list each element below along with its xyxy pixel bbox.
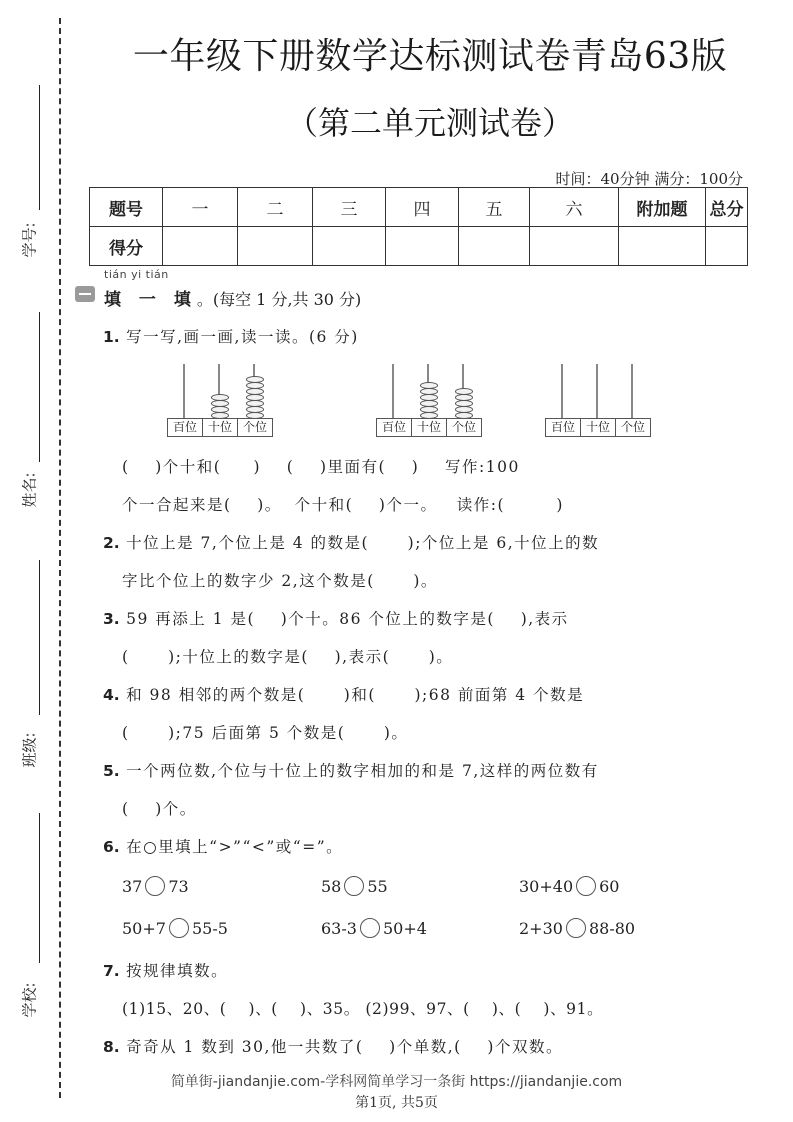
score-input-cell[interactable] xyxy=(313,227,386,266)
question-text: 写一写,画一画,读一读。(6 分) xyxy=(119,328,359,346)
place-label-hundreds: 百位 xyxy=(546,419,581,436)
comparison-circle-input[interactable] xyxy=(145,876,165,896)
cut-line xyxy=(59,18,61,1098)
question-1-line-2[interactable]: 个一合起来是( )。 个十和( )个一。 读作:( ) xyxy=(122,496,564,514)
abacus-beads-ones xyxy=(246,377,262,419)
comparison-left: 58 xyxy=(321,877,342,896)
page-number: 第1页, 共5页 xyxy=(355,1095,438,1111)
page-subtitle: （第二单元测试卷） xyxy=(285,104,574,142)
question-number: 3. xyxy=(103,610,120,628)
comparison-item xyxy=(122,876,189,896)
score-cell: 总分 xyxy=(706,188,748,227)
school-label: 学校: xyxy=(20,982,39,1018)
comparison-circle-input[interactable] xyxy=(169,918,189,938)
score-table-score-row xyxy=(90,227,748,266)
comparison-left: 63-3 xyxy=(321,919,357,938)
abacus-place-labels xyxy=(545,418,651,437)
score-input-cell[interactable] xyxy=(238,227,313,266)
abacus-beads-tens xyxy=(211,395,227,419)
place-label-ones: 个位 xyxy=(242,420,267,434)
score-cell: 三 xyxy=(313,188,386,227)
section-heading xyxy=(104,285,361,310)
comparison-left: 30+40 xyxy=(519,877,574,896)
class-label: 班级: xyxy=(20,732,39,768)
school-underline[interactable] xyxy=(39,813,40,963)
comparison-left: 2+30 xyxy=(519,919,563,938)
score-input-cell[interactable] xyxy=(386,227,459,266)
comparison-circle-input[interactable] xyxy=(576,876,596,896)
score-cell: 二 xyxy=(238,188,313,227)
question-4-line-2[interactable]: ( );75 后面第 5 个数是( )。 xyxy=(122,724,409,742)
score-input-cell[interactable] xyxy=(619,227,706,266)
abacus-place-labels xyxy=(167,418,273,437)
comparison-circle-input[interactable] xyxy=(566,918,586,938)
question-text: 按规律填数。 xyxy=(119,962,229,980)
comparison-left: 50+7 xyxy=(122,919,166,938)
question-6 xyxy=(103,835,343,857)
score-cell: 四 xyxy=(386,188,459,227)
question-1 xyxy=(103,325,359,347)
question-7-line-2[interactable]: (1)15、20、( )、( )、35。 (2)99、97、( )、( )、91。 xyxy=(122,1000,604,1018)
comparison-right: 50+4 xyxy=(382,919,427,938)
question-7 xyxy=(103,959,228,981)
abacus-rod-tens xyxy=(596,364,598,419)
comparison-circle-input[interactable] xyxy=(360,918,380,938)
name-underline[interactable] xyxy=(39,312,40,462)
question-2-line-2[interactable]: 字比个位上的数字少 2,这个数是( )。 xyxy=(122,572,438,590)
score-table-header-row xyxy=(90,188,748,227)
score-input-cell[interactable] xyxy=(706,227,748,266)
score-cell: 一 xyxy=(163,188,238,227)
question-1-line-1[interactable]: ( )个十和( ) ( )里面有( ) 写作:100 xyxy=(122,458,520,476)
comparison-right: 73 xyxy=(168,877,189,896)
abacus-diagram-2 xyxy=(376,362,482,437)
abacus-diagram-3[interactable] xyxy=(545,362,651,437)
comparison-right: 60 xyxy=(599,877,620,896)
question-4[interactable] xyxy=(103,683,584,705)
place-label-tens: 十位 xyxy=(203,419,238,436)
question-number: 7. xyxy=(103,962,120,980)
score-input-cell[interactable] xyxy=(163,227,238,266)
place-label-ones: 个位 xyxy=(620,420,645,434)
place-label-tens: 十位 xyxy=(581,419,616,436)
score-cell: 题号 xyxy=(90,188,163,227)
question-3-line-2[interactable]: ( );十位上的数字是( ),表示( )。 xyxy=(122,648,454,666)
section-pinyin: tián yi tián xyxy=(104,268,169,281)
comparison-right: 55-5 xyxy=(191,919,228,938)
score-input-cell[interactable] xyxy=(459,227,530,266)
score-cell: 得分 xyxy=(90,227,163,266)
score-input-cell[interactable] xyxy=(530,227,619,266)
comparison-item xyxy=(519,876,619,896)
question-text: 奇奇从 1 数到 30,他一共数了( )个单数,( )个双数。 xyxy=(119,1038,563,1056)
footer-watermark: 简单街-jiandanjie.com-学科网简单学习一条街 https://jiandanjie.com xyxy=(170,1074,623,1090)
place-label-hundreds: 百位 xyxy=(168,419,203,436)
question-2[interactable] xyxy=(103,531,599,553)
score-table xyxy=(89,187,748,266)
comparison-item xyxy=(321,918,427,938)
abacus-rod-hundreds xyxy=(183,364,185,419)
abacus-beads-tens xyxy=(420,383,436,419)
question-text: 59 再添上 1 是( )个十。86 个位上的数字是( ),表示 xyxy=(119,610,569,628)
section-number-badge-icon xyxy=(75,286,95,302)
question-number: 6. xyxy=(103,838,120,856)
question-number: 4. xyxy=(103,686,120,704)
question-text: 一个两位数,个位与十位上的数字相加的和是 7,这样的两位数有 xyxy=(119,762,599,780)
abacus-rod-hundreds xyxy=(392,364,394,419)
exam-meta: 时间：40分钟 满分：100分 xyxy=(555,170,743,188)
abacus-rod-ones xyxy=(631,364,633,419)
comparison-right: 88-80 xyxy=(588,919,636,938)
question-number: 5. xyxy=(103,762,120,780)
score-cell: 六 xyxy=(530,188,619,227)
question-text: 和 98 相邻的两个数是( )和( );68 前面第 4 个数是 xyxy=(119,686,585,704)
abacus-rod-hundreds xyxy=(561,364,563,419)
name-label: 姓名: xyxy=(20,472,39,508)
student-id-underline[interactable] xyxy=(39,85,40,210)
abacus-place-labels xyxy=(376,418,482,437)
comparison-right: 55 xyxy=(367,877,388,896)
section-points: 。(每空 1 分,共 30 分) xyxy=(196,290,362,309)
score-cell: 附加题 xyxy=(619,188,706,227)
comparison-item xyxy=(519,918,635,938)
comparison-circle-input[interactable] xyxy=(344,876,364,896)
page-title: 一年级下册数学达标测试卷青岛63版 xyxy=(132,36,728,77)
comparison-item xyxy=(122,918,228,938)
question-number: 1. xyxy=(103,328,120,346)
abacus-diagram-1 xyxy=(167,362,273,437)
question-text: 十位上是 7,个位上是 4 的数是( );个位上是 6,十位上的数 xyxy=(119,534,600,552)
place-label-hundreds: 百位 xyxy=(377,419,412,436)
binding-margin xyxy=(0,0,80,1122)
place-label-tens: 十位 xyxy=(412,419,447,436)
question-8[interactable] xyxy=(103,1035,563,1057)
score-cell: 五 xyxy=(459,188,530,227)
place-label-ones: 个位 xyxy=(451,420,476,434)
class-underline[interactable] xyxy=(39,560,40,715)
question-number: 8. xyxy=(103,1038,120,1056)
comparison-left: 37 xyxy=(122,877,143,896)
question-number: 2. xyxy=(103,534,120,552)
question-5 xyxy=(103,759,599,781)
abacus-beads-ones xyxy=(455,389,471,419)
student-id-label: 学号: xyxy=(20,222,39,258)
comparison-item xyxy=(321,876,388,896)
question-5-line-2[interactable]: ( )个。 xyxy=(122,800,197,818)
question-3[interactable] xyxy=(103,607,569,629)
section-title: 填 一 填 xyxy=(104,290,197,310)
question-text: 在○里填上“>”“<”或“=”。 xyxy=(119,838,344,856)
